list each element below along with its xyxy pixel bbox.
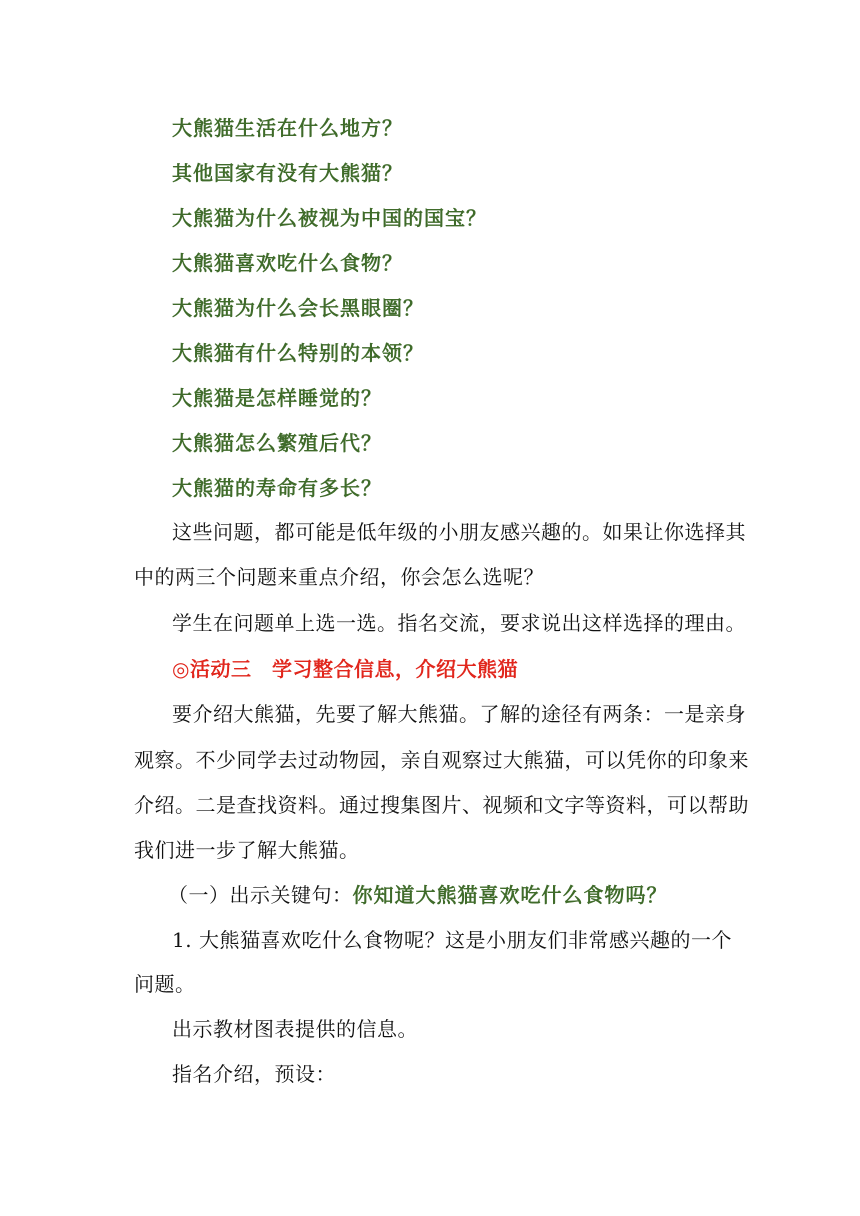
question-sleeping: 大熊猫是怎样睡觉的？: [172, 386, 382, 410]
question-food: 大熊猫喜欢吃什么食物？: [172, 251, 403, 275]
paragraph-observe-line-2: 观察。不少同学去过动物园，亲自观察过大熊猫，可以凭你的印象来: [134, 748, 749, 772]
question-other-countries: 其他国家有没有大熊猫？: [172, 161, 403, 185]
paragraph-student-choice: 学生在问题单上选一选。指名交流，要求说出这样选择的理由。: [172, 611, 746, 635]
question-special-skills: 大熊猫有什么特别的本领？: [172, 341, 424, 365]
activity-three-heading: ◎活动三 学习整合信息，介绍大熊猫: [172, 657, 518, 681]
key-sentence-text: 你知道大熊猫喜欢吃什么食物吗？: [352, 883, 668, 907]
paragraph-observe-line-4: 我们进一步了解大熊猫。: [134, 838, 360, 862]
item-one-line-2: 问题。: [134, 972, 196, 996]
key-sentence-line: [168, 881, 668, 909]
paragraph-interest-line-2: 中的两三个问题来重点介绍，你会怎么选呢？: [134, 565, 544, 589]
paragraph-show-chart: 出示教材图表提供的信息。: [172, 1017, 418, 1041]
paragraph-preset: 指名介绍，预设：: [172, 1062, 336, 1086]
paragraph-interest-line-1: 这些问题，都可能是低年级的小朋友感兴趣的。如果让你选择其: [172, 520, 746, 544]
paragraph-observe-line-3: 介绍。二是查找资料。通过搜集图片、视频和文字等资料，可以帮助: [134, 793, 749, 817]
question-habitat: 大熊猫生活在什么地方？: [172, 116, 403, 140]
question-national-treasure: 大熊猫为什么被视为中国的国宝？: [172, 206, 487, 230]
paragraph-observe-line-1: 要介绍大熊猫，先要了解大熊猫。了解的途径有两条：一是亲身: [172, 702, 746, 726]
key-sentence-prefix: （一）出示关键句：: [168, 883, 353, 907]
question-dark-eye-patches: 大熊猫为什么会长黑眼圈？: [172, 296, 424, 320]
question-lifespan: 大熊猫的寿命有多长？: [172, 476, 382, 500]
item-one-line-1: 1. 大熊猫喜欢吃什么食物呢？这是小朋友们非常感兴趣的一个: [172, 928, 732, 952]
question-reproduction: 大熊猫怎么繁殖后代？: [172, 431, 382, 455]
